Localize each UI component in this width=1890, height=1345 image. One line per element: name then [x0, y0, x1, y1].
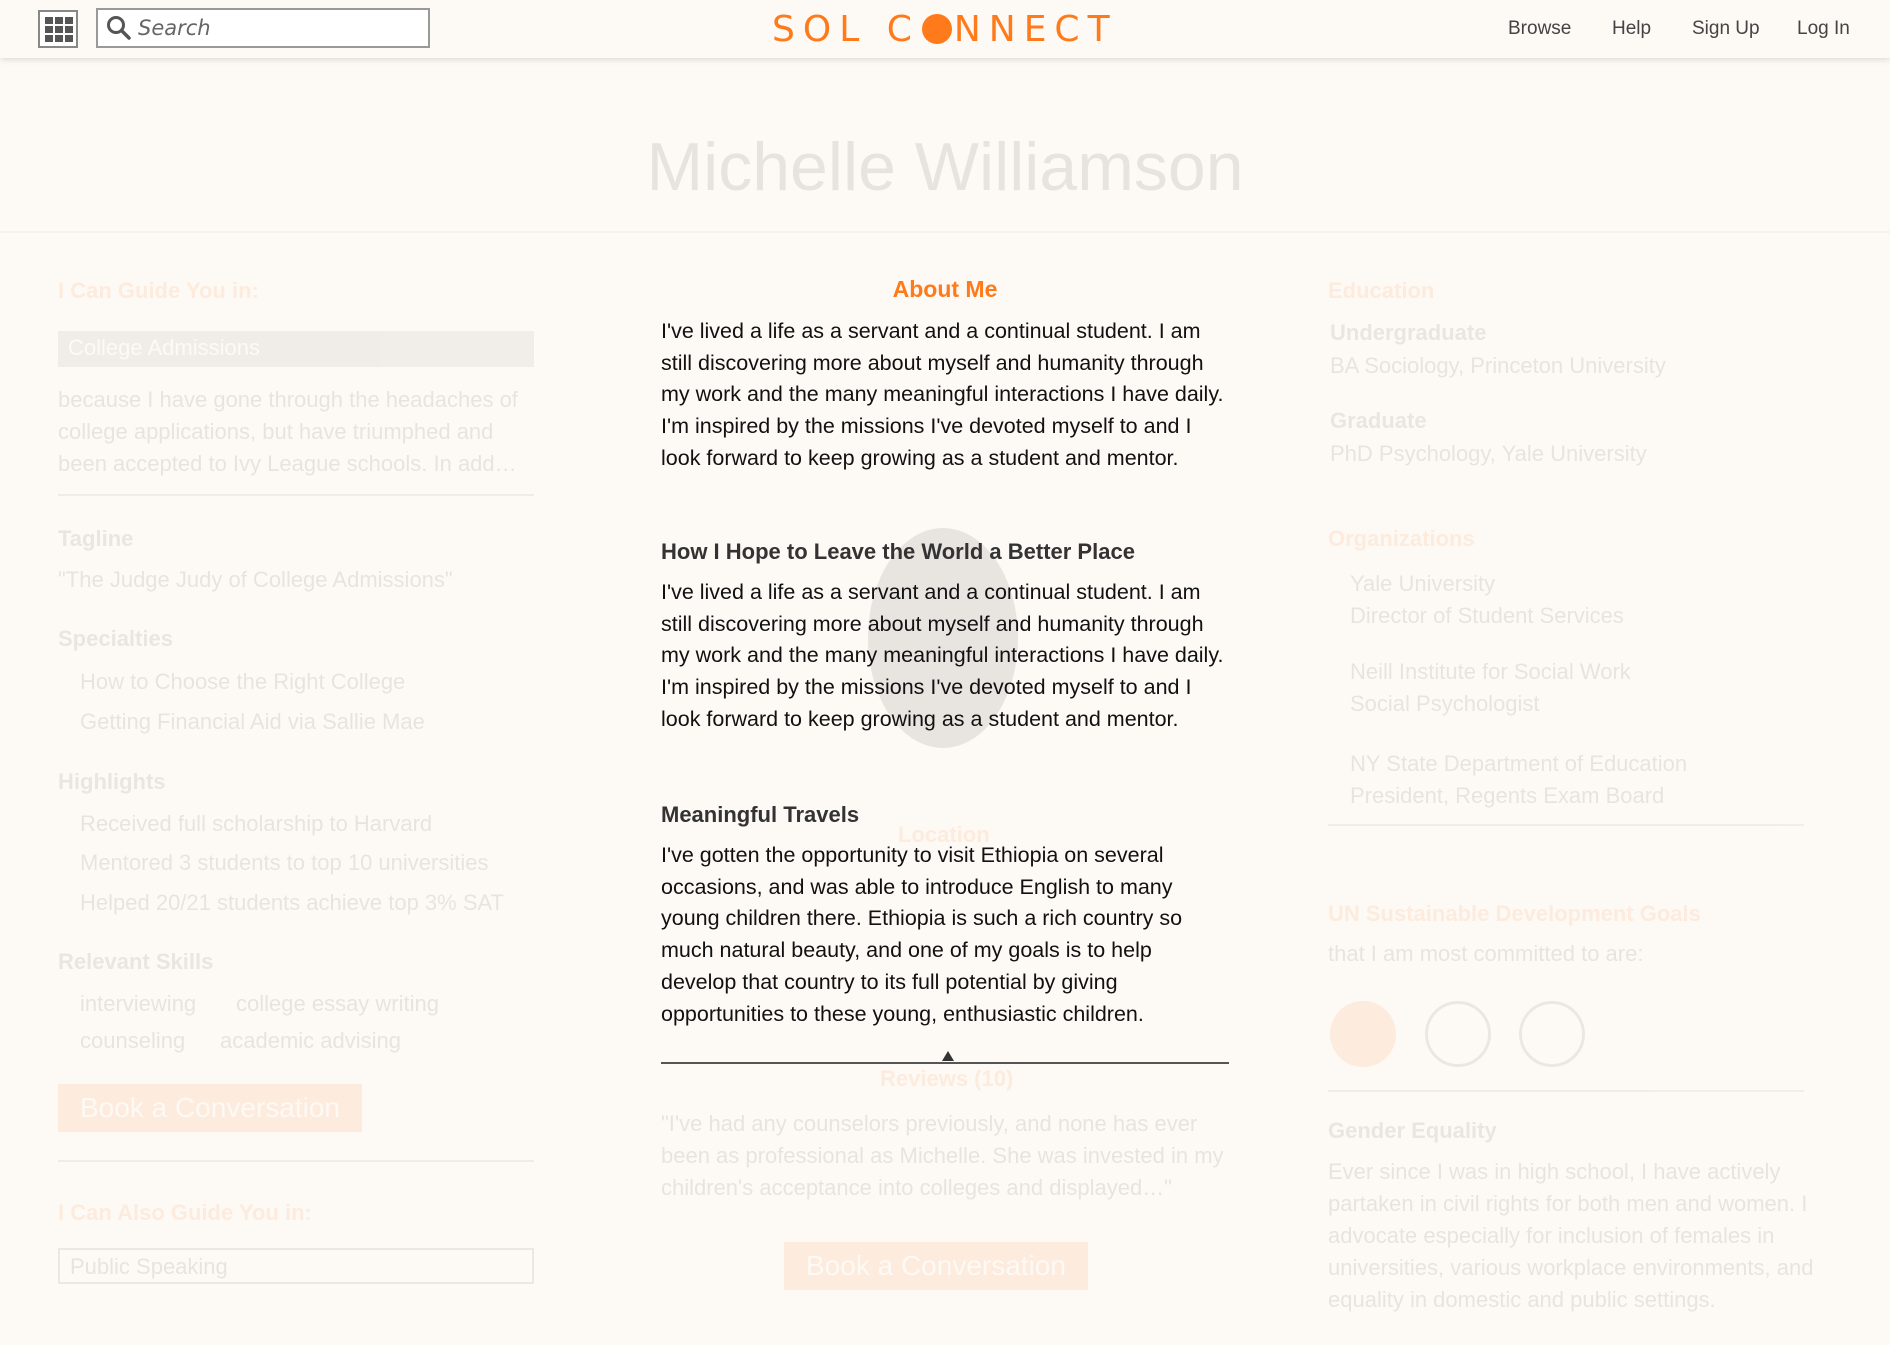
guide-divider: [58, 494, 534, 496]
bowl-icon[interactable]: [1519, 1001, 1585, 1067]
specialty-item[interactable]: How to Choose the Right College: [80, 669, 406, 694]
nav-sign-up[interactable]: Sign Up: [1692, 18, 1760, 39]
sdg-subtitle: that I am most committed to are:: [1328, 941, 1644, 966]
leave-world-text: I've lived a life as a servant and a continual student. I am still discovering more about myself and humanity through my work and the many meaningful interactions I have daily. I'm inspired by the missions I've devoted myself to and I look forward to keep growing as a student and mentor.: [661, 580, 1224, 731]
skills-label: Relevant Skills: [58, 949, 214, 974]
undergrad-label: Undergraduate: [1330, 320, 1487, 345]
review-text: "I've had any counselors previously, and none has ever been as professional as Michelle. She was invested in my children's acceptance into colleges and displayed…": [661, 1111, 1224, 1200]
search-input[interactable]: [138, 14, 418, 42]
org-name: NY State Department of Education: [1350, 751, 1688, 776]
logo-text-end: NNECT: [953, 8, 1118, 50]
also-guide-select[interactable]: Public Speaking: [58, 1248, 534, 1284]
travels-text: I've gotten the opportunity to visit Ethiopia on several occasions, and was able to introduce English to many young children there. Ethiopia is such a rich country so much natural beauty, and one of my goals is to help develop that country to its full potential by giving opportunities to these young, enthusiastic children.: [661, 843, 1183, 1026]
org-role[interactable]: Director of Student Services: [1350, 603, 1624, 628]
skill-item: interviewing: [80, 991, 197, 1016]
org-name: Neill Institute for Social Work: [1350, 659, 1631, 684]
collapse-caret-icon[interactable]: [942, 1051, 954, 1061]
tagline-label: Tagline: [58, 526, 134, 551]
undergrad-value[interactable]: BA Sociology, Princeton University: [1330, 353, 1666, 378]
reviews-label[interactable]: Reviews (10): [880, 1066, 1014, 1091]
top-bar: [0, 0, 1890, 58]
logo-dot: [922, 14, 952, 44]
sun-icon[interactable]: [1425, 1001, 1491, 1067]
org-role: President, Regents Exam Board: [1350, 783, 1665, 808]
grad-label: Graduate: [1330, 408, 1427, 433]
highlight-item[interactable]: Received full scholarship to Harvard: [80, 811, 433, 836]
sdg-title: UN Sustainable Development Goals: [1328, 901, 1701, 926]
sdg-divider: [1328, 1090, 1804, 1092]
goal-label: Gender Equality: [1328, 1118, 1497, 1143]
also-guide-title: I Can Also Guide You in:: [58, 1200, 312, 1225]
search-icon: [106, 15, 132, 41]
tagline: "The Judge Judy of College Admissions": [58, 567, 453, 592]
goal-text: Ever since I was in high school, I have actively partaken in civil rights for both men and women. I advocate especially for inclusion of females in universities, various workplace environments, and equality in domestic and public settings.: [1328, 1159, 1814, 1312]
grad-value[interactable]: PhD Psychology, Yale University: [1330, 441, 1647, 466]
highlights-label: Highlights: [58, 769, 166, 794]
leave-world-title: How I Hope to Leave the World a Better Place: [661, 539, 1135, 564]
org-divider: [1328, 824, 1804, 826]
education-title: Education: [1328, 278, 1435, 303]
skill-item: college essay writing: [236, 991, 439, 1016]
about-me-text: I've lived a life as a servant and a continual student. I am still discovering more about myself and humanity through my work and the many meaningful interactions I have daily. I'm inspired by the missions I've devoted myself to and I look forward to keep growing as a student and mentor.: [661, 319, 1224, 470]
skill-item: counseling: [80, 1028, 186, 1053]
specialty-item[interactable]: Getting Financial Aid via Sallie Mae: [80, 709, 425, 734]
apps-grid-icon[interactable]: [38, 10, 78, 48]
nav-log-in[interactable]: Log In: [1797, 18, 1850, 39]
org-name: Yale University: [1350, 571, 1496, 596]
header-divider: [0, 231, 1890, 233]
organizations-title: Organizations: [1328, 526, 1475, 551]
guide-title: I Can Guide You in:: [58, 278, 259, 303]
search-box[interactable]: [96, 8, 430, 48]
skill-item: academic advising: [220, 1028, 401, 1053]
org-role[interactable]: Social Psychologist: [1350, 691, 1540, 716]
highlight-item[interactable]: Helped 20/21 students achieve top 3% SAT: [80, 890, 504, 915]
profile-name: Michelle Williamson: [646, 129, 1244, 205]
logo-text-start: SOL C: [772, 8, 920, 50]
specialties-label: Specialties: [58, 626, 173, 651]
highlight-item[interactable]: Mentored 3 students to top 10 universities: [80, 850, 489, 875]
about-me-title: About Me: [892, 276, 998, 302]
book-conversation-button-middle[interactable]: Book a Conversation: [784, 1242, 1088, 1290]
logo[interactable]: [772, 8, 1118, 50]
guide-text: because I have gone through the headaches of college applications, but have triumphed and been accepted to Ivy League schools. In add…: [58, 387, 518, 476]
location-label: Location: [898, 822, 990, 847]
nav-help[interactable]: Help: [1612, 18, 1652, 39]
book-conversation-button[interactable]: Book a Conversation: [58, 1084, 362, 1132]
about-divider: [661, 1062, 1229, 1064]
left-divider: [58, 1160, 534, 1162]
nav-browse[interactable]: Browse: [1508, 18, 1572, 39]
travels-title: Meaningful Travels: [661, 802, 860, 827]
gender-equality-icon[interactable]: [1330, 1001, 1396, 1067]
guide-select[interactable]: College Admissions: [58, 331, 534, 367]
